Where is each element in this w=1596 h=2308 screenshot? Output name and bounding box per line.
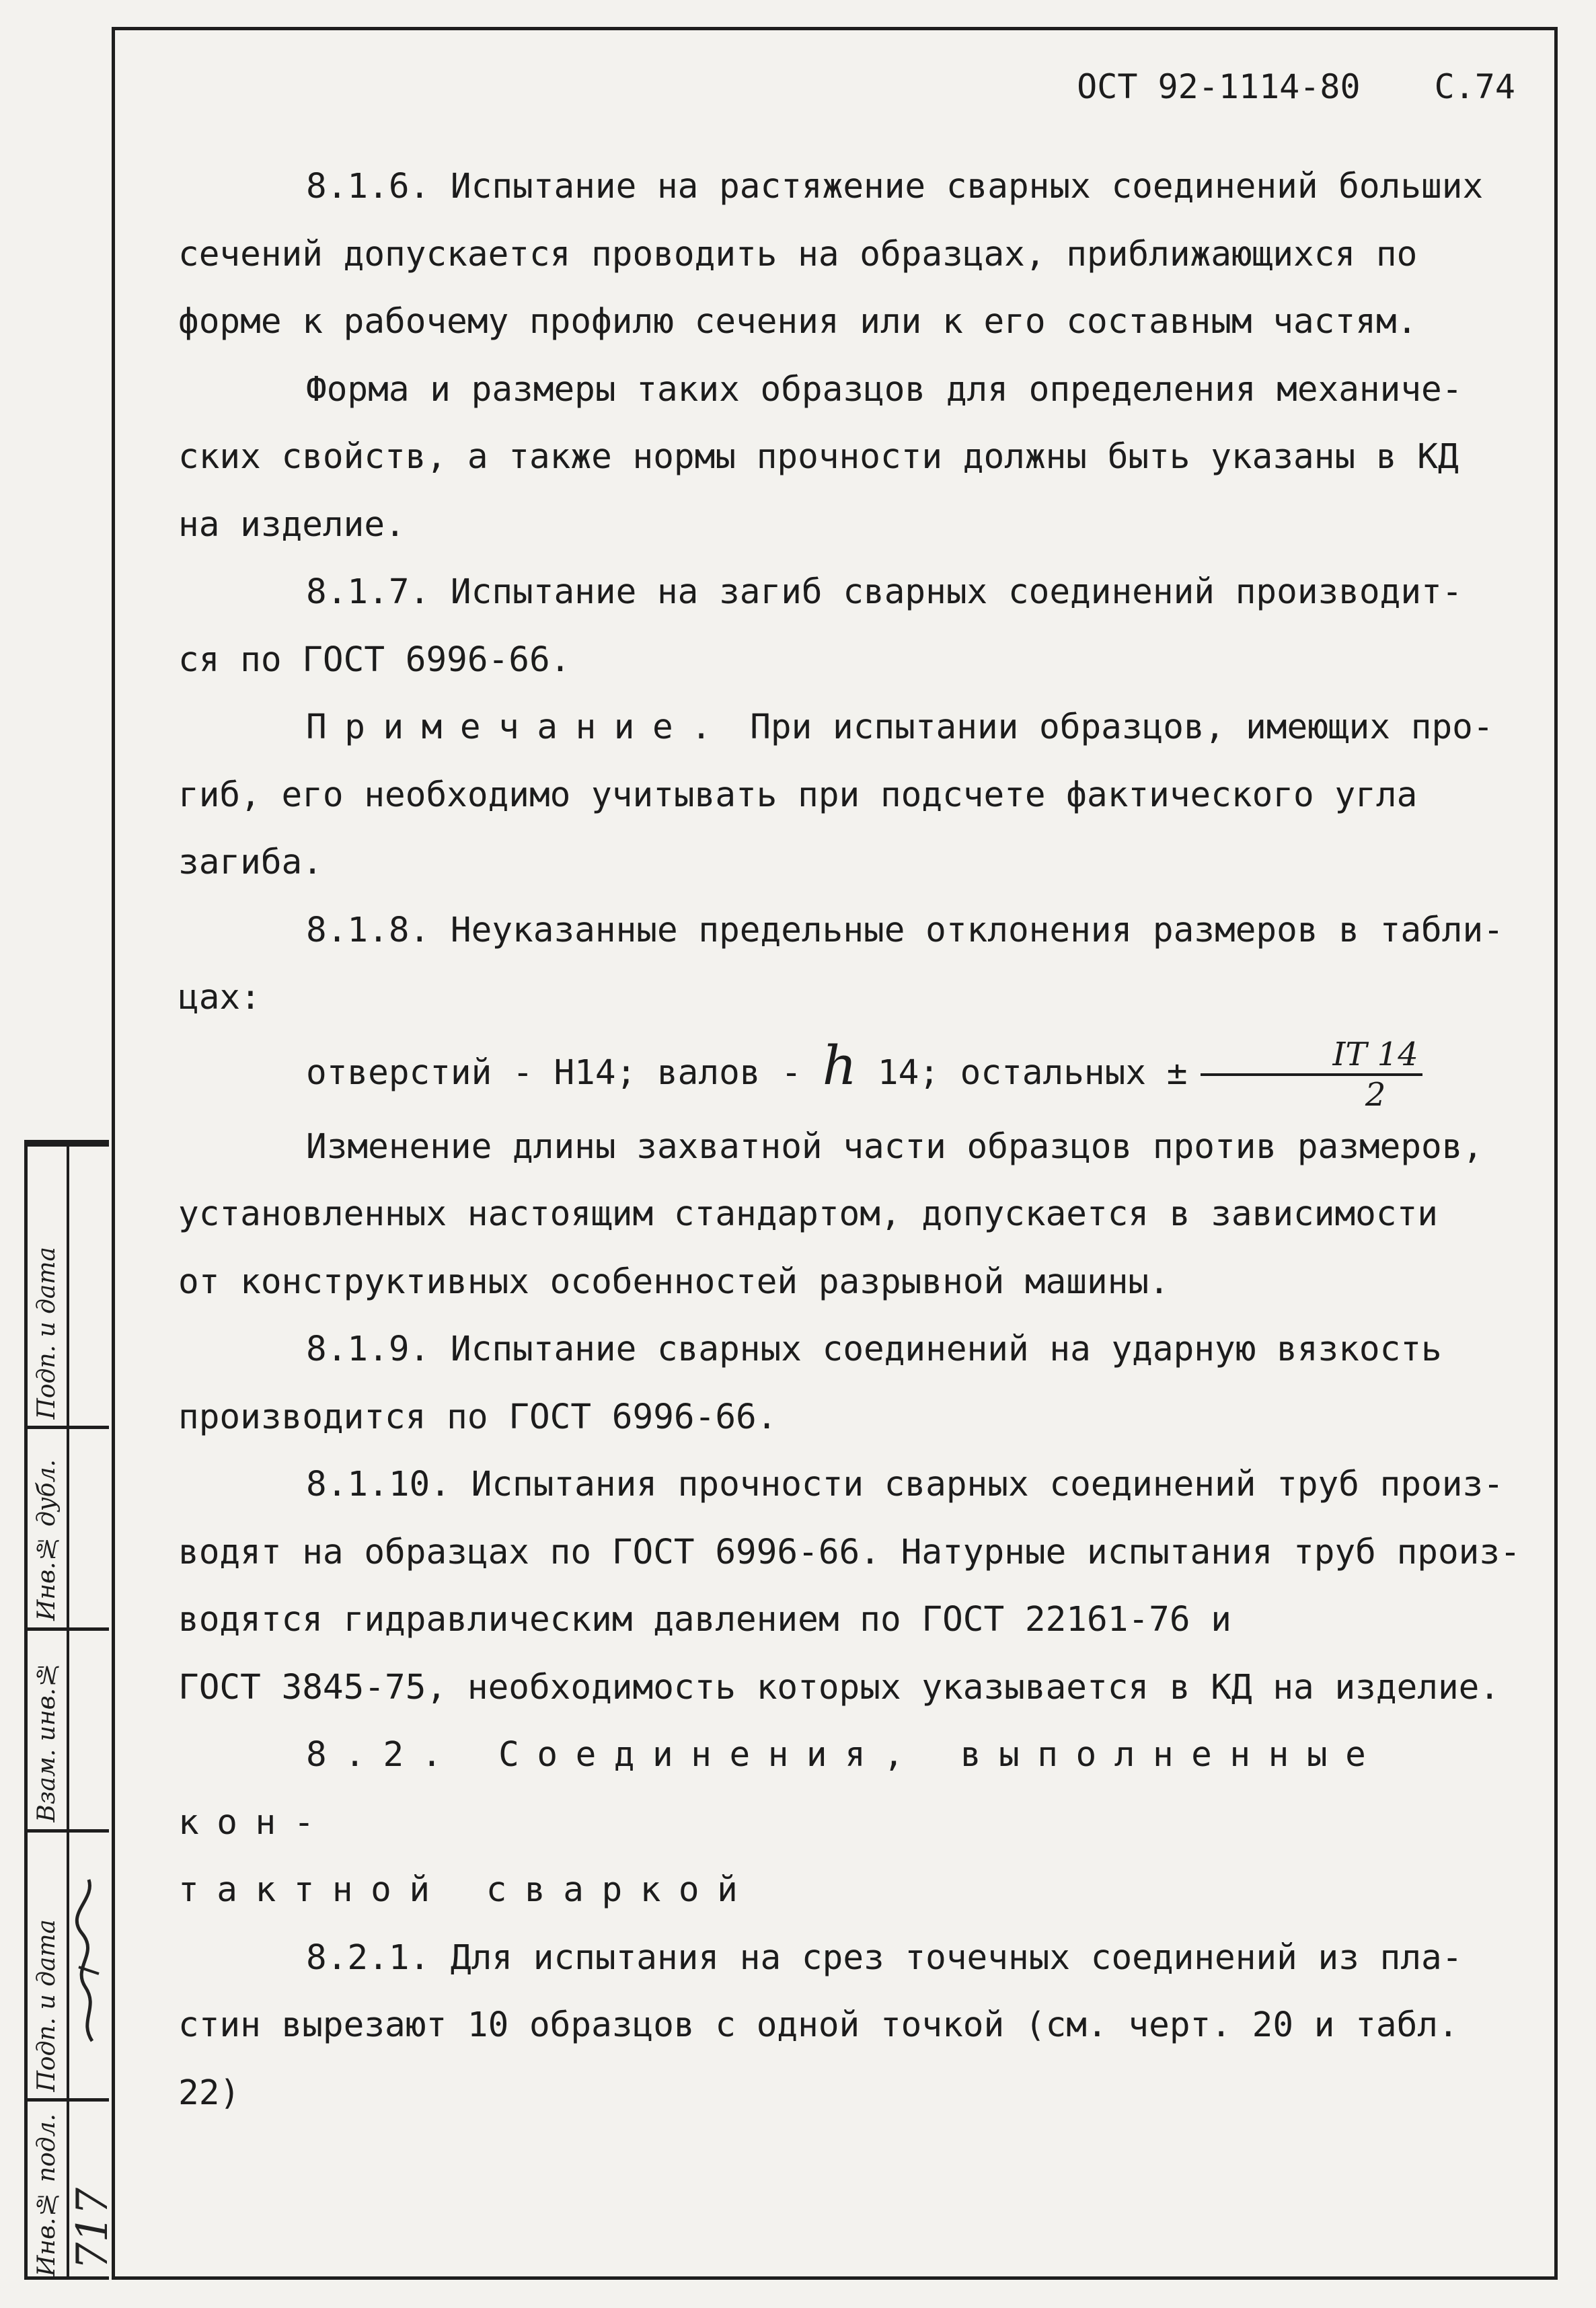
text-line: от конструктивных особенностей разрывной машины. xyxy=(178,1262,1170,1302)
document-code: ОСТ 92-1114-80 xyxy=(1077,67,1361,106)
stamp-cell-dup-inv xyxy=(28,1426,109,1627)
text-line: установленных настоящим стандартом, допускается в зависимости xyxy=(178,1194,1438,1234)
tolerance-formula xyxy=(178,1032,1523,1114)
section-heading-8-2-cont: тактной сваркой xyxy=(178,1870,756,1910)
stamp-label: Подп. и дата xyxy=(33,1246,61,1419)
note-line xyxy=(178,694,1523,762)
note-label: Примечание. xyxy=(306,707,730,747)
text-line: загиба. xyxy=(178,843,323,882)
text-line: форме к рабочему профилю сечения или к его составным частям. xyxy=(178,302,1418,342)
stamp-label: Взам. инв.№ xyxy=(33,1660,61,1822)
section-heading-8-2: 8.2. Соединения, выполненные кон- xyxy=(178,1735,1384,1843)
handwritten-signature xyxy=(72,1873,106,2048)
stamp-label: Инв.№ дубл. xyxy=(33,1459,61,1621)
paragraph-8-1-7: 8.1.7. Испытание на загиб сварных соединений производит- xyxy=(306,572,1463,612)
text-line: ских свойств, а также нормы прочности должны быть указаны в КД xyxy=(178,437,1459,477)
text-line: Форма и размеры таких образцов для определения механиче- xyxy=(306,369,1463,410)
stamp-cell-orig-inv xyxy=(28,2098,118,2283)
text-line: водят на образцах по ГОСТ 6996-66. Натурные испытания труб произ- xyxy=(178,1532,1521,1572)
text-line: ся по ГОСТ 6996-66. xyxy=(178,640,571,680)
text-line: Изменение длины захватной части образцов против размеров, xyxy=(306,1126,1484,1167)
text-line: на изделие. xyxy=(178,504,406,545)
stamp-cell-sign-date-2 xyxy=(28,1829,109,2098)
stamp-cell-replace-inv xyxy=(28,1627,109,1829)
text-line: ГОСТ 3845-75, необходимость которых указывается в КД на изделие. xyxy=(178,1667,1500,1707)
tolerance-middle: 14; остальных ± xyxy=(857,1052,1188,1093)
document-body xyxy=(178,153,1523,2127)
original-inventory-number: 717 xyxy=(68,2187,118,2270)
tolerance-prefix: отверстий - Н14; валов - xyxy=(306,1052,823,1093)
stamp-label: Подп. и дата xyxy=(33,1919,61,2091)
paragraph-8-1-6: 8.1.6. Испытание на растяжение сварных соединений больших xyxy=(306,167,1484,206)
text-line: цах: xyxy=(178,978,261,1017)
side-stamp xyxy=(24,1140,118,2280)
stamp-label: Инв.№ подл. xyxy=(33,2114,61,2276)
tolerance-h-letter: h xyxy=(822,1034,858,1097)
text-line: гиб, его необходимо учитывать при подсчете фактического угла xyxy=(178,775,1418,815)
text-line: водятся гидравлическим давлением по ГОСТ 22161-76 и xyxy=(178,1600,1231,1640)
fraction-denominator: 2 xyxy=(1365,1075,1386,1114)
paragraph-8-1-10: 8.1.10. Испытания прочности сварных соединений труб произ- xyxy=(306,1465,1504,1504)
note-text: При испытании образцов, имеющих про- xyxy=(729,707,1494,747)
page-header xyxy=(1077,67,1515,106)
text-line: производится по ГОСТ 6996-66. xyxy=(178,1397,777,1437)
tolerance-fraction xyxy=(1201,1036,1422,1114)
paragraph-8-1-9: 8.1.9. Испытание сварных соединений на ударную вязкость xyxy=(306,1330,1442,1369)
stamp-cell-sign-date xyxy=(28,1143,109,1426)
text-line: стин вырезают 10 образцов с одной точкой (см. черт. 20 и табл. 22) xyxy=(178,2005,1459,2113)
paragraph-8-2-1: 8.2.1. Для испытания на срез точечных соединений из пла- xyxy=(306,1937,1463,1978)
paragraph-8-1-8: 8.1.8. Неуказанные предельные отклонения размеров в табли- xyxy=(306,910,1504,950)
text-line: сечений допускается проводить на образцах, приближающихся по xyxy=(178,234,1418,274)
page-number: С.74 xyxy=(1434,67,1515,106)
fraction-numerator: IT 14 xyxy=(1201,1036,1422,1076)
